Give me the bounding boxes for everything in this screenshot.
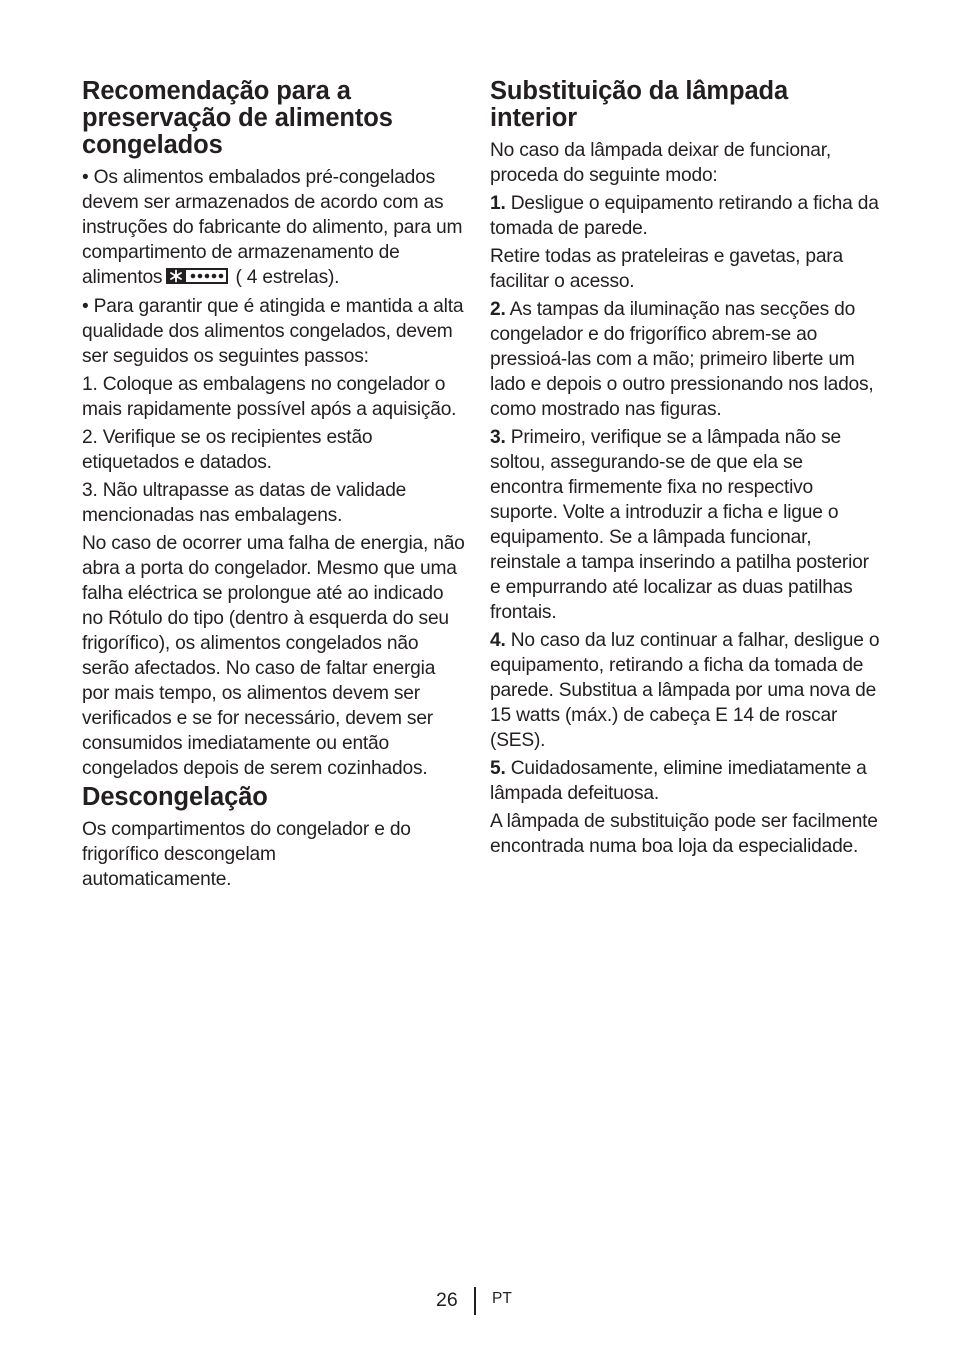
- lamp-step-4-number: 4.: [490, 630, 506, 651]
- frozen-food-paragraph-1: [82, 165, 466, 291]
- lamp-intro-paragraph: No caso da lâmpada deixar de funcionar, proceda do seguinte modo:: [490, 140, 831, 186]
- lamp-step-1-note: Retire todas as prateleiras e gavetas, para facilitar o acesso.: [490, 246, 843, 292]
- four-star-freezer-icon: [166, 266, 228, 291]
- lamp-step-4-text: No caso da luz continuar a falhar, desligue o equipamento, retirando a ficha da tomada de parede. Substitua a lâmpada por uma nova de 15 watts (máx.) de cabeça E 14 de roscar (SES).: [490, 630, 880, 751]
- frozen-food-heading: Recomendação para a preservação de alimentos congelados: [82, 77, 393, 159]
- frozen-food-paragraph-2: • Para garantir que é atingida e mantida a alta qualidade dos alimentos congelados, devem ser seguidos os seguintes passos:: [82, 296, 464, 367]
- lamp-step-1-text: Desligue o equipamento retirando a ficha da tomada de parede.: [490, 193, 879, 239]
- lamp-step-2-text: As tampas da iluminação nas secções do congelador e do frigorífico abrem-se ao pressioá-las com a mão; primeiro liberte um lado e depois o outro pressionando nos lados, como mostrado nas figuras.: [490, 299, 874, 420]
- lamp-step-1-number: 1.: [490, 193, 506, 214]
- lamp-step-1: [490, 191, 880, 241]
- lamp-step-5: [490, 756, 880, 806]
- lamp-step-3-text: Primeiro, verifique se a lâmpada não se soltou, assegurando-se de que ela se encontra firmemente fixa no respectivo suporte. Volte a introduzir a ficha e ligue o equipamento. Se a lâmpada funcionar, reinstale a tampa inserindo a patilha posterior e empurrando até localizar as duas patilhas frontais.: [490, 427, 869, 623]
- defrost-heading: Descongelação: [82, 783, 268, 811]
- frozen-food-step-2: 2. Verifique se os recipientes estão etiquetados e datados.: [82, 427, 373, 473]
- frozen-food-paragraph-1-suffix: ( 4 estrelas).: [230, 267, 340, 288]
- language-code: PT: [492, 1290, 512, 1307]
- power-failure-paragraph: No caso de ocorrer uma falha de energia, não abra a porta do congelador. Mesmo que uma falha eléctrica se prolongue até ao indicado no Rótulo do tipo (dentro à esquerda do seu frigorífico), os alimentos congelados não serão afectados. No caso de faltar energia por mais tempo, os alimentos devem ser verificados e se for necessário, devem ser consumidos imediatamente ou então congelados depois de serem cozinhados.: [82, 533, 465, 779]
- lamp-step-2: [490, 297, 880, 422]
- page-footer: [0, 1287, 954, 1317]
- lamp-step-5-text: Cuidadosamente, elimine imediatamente a lâmpada defeituosa.: [490, 758, 867, 804]
- lamp-step-3-number: 3.: [490, 427, 506, 448]
- frozen-food-step-1: 1. Coloque as embalagens no congelador o mais rapidamente possível após a aquisição.: [82, 374, 457, 420]
- lamp-step-3: [490, 425, 880, 625]
- right-column: [490, 78, 880, 862]
- page-number: 26: [436, 1289, 458, 1311]
- frozen-food-paragraph-1-text: • Os alimentos embalados pré-congelados devem ser armazenados de acordo com as instruções do fabricante do alimento, para um compartimento de armazenamento de alimentos: [82, 167, 463, 288]
- defrost-paragraph: Os compartimentos do congelador e do frigorífico descongelam automaticamente.: [82, 819, 411, 890]
- lamp-step-5-number: 5.: [490, 758, 506, 779]
- lamp-step-2-number: 2.: [490, 299, 506, 320]
- lamp-closing-paragraph: A lâmpada de substituição pode ser facilmente encontrada numa boa loja da especialidade.: [490, 811, 878, 857]
- lamp-step-4: [490, 628, 880, 753]
- footer-divider: [474, 1287, 476, 1315]
- left-column: [82, 78, 466, 895]
- lamp-replacement-heading: Substituição da lâmpada interior: [490, 77, 789, 132]
- frozen-food-step-3: 3. Não ultrapasse as datas de validade mencionadas nas embalagens.: [82, 480, 407, 526]
